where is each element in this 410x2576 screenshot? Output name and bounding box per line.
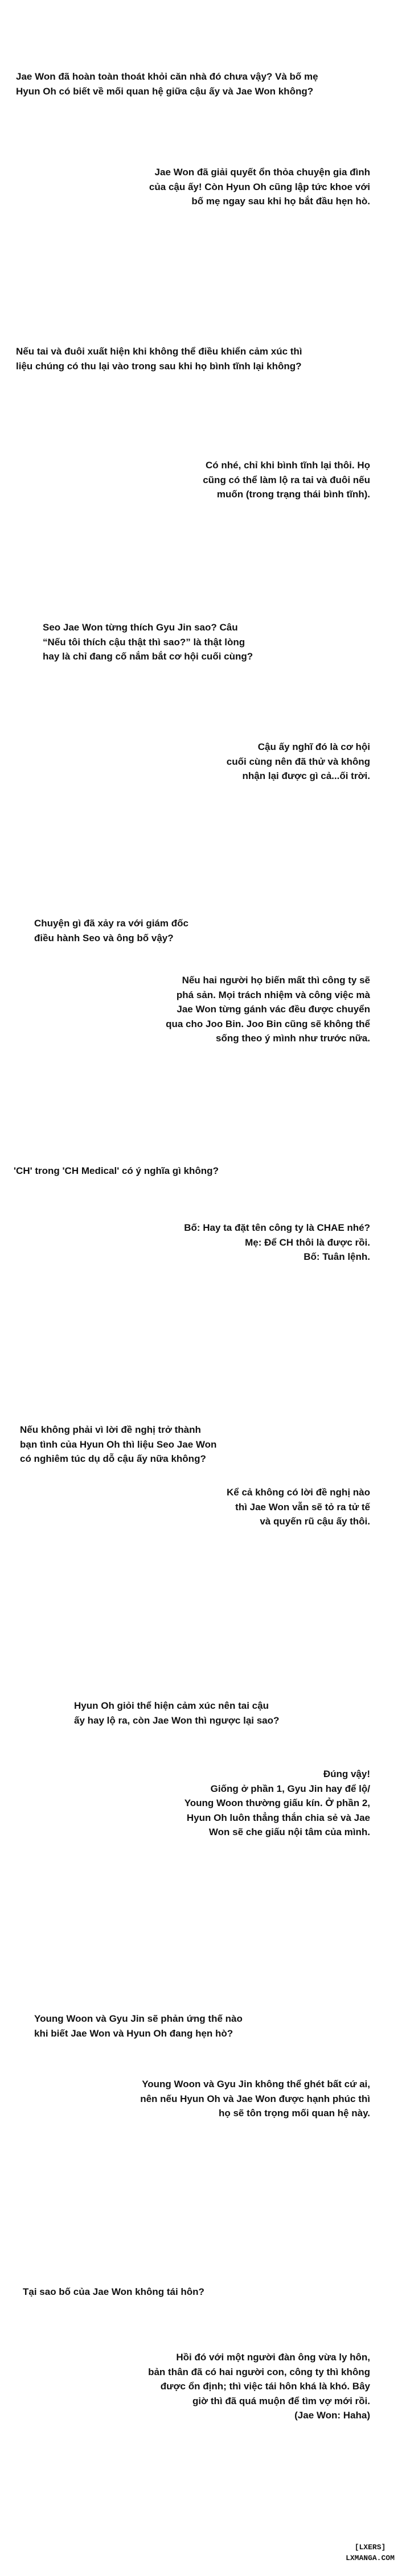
question-6: Nếu không phải vì lời đề nghị trở thành bạn tình của Hyun Oh thì liệu Seo Jae Won có nghiêm túc dụ dỗ cậu ấy nữa không?	[20, 1424, 217, 1464]
answer-7: Đúng vậy! Giống ở phần 1, Gyu Jin hay để lộ/ Young Woon thường giấu kín. Ở phần 2, Hyun Oh luôn thẳng thắn chia sẻ và Jae Won sẽ che giấu nội tâm của mình.	[184, 1769, 370, 1837]
question-3: Seo Jae Won từng thích Gyu Jin sao? Câu “Nếu tôi thích cậu thật thì sao?” là thật lòng hay là chỉ đang cố nắm bắt cơ hội cuối cùng?	[43, 622, 253, 662]
answer-5: Bố: Hay ta đặt tên công ty là CHAE nhé? Mẹ: Để CH thôi là được rồi. Bố: Tuân lệnh.	[184, 1222, 370, 1262]
question-4: Chuyện gì đã xảy ra với giám đốc điều hành Seo và ông bố vậy?	[34, 918, 188, 943]
question-5: 'CH' trong 'CH Medical' có ý nghĩa gì không?	[14, 1165, 219, 1176]
question-7: Hyun Oh giỏi thể hiện cảm xúc nên tai cậu ấy hay lộ ra, còn Jae Won thì ngược lại sao?	[74, 1700, 280, 1726]
answer-2: Có nhé, chỉ khi bình tĩnh lại thôi. Họ cũng có thể làm lộ ra tai và đuôi nếu muốn (trong trạng thái bình tĩnh).	[203, 460, 370, 500]
question-8: Young Woon và Gyu Jin sẽ phản ứng thế nào khi biết Jae Won và Hyun Oh đang hẹn hò?	[34, 2013, 243, 2039]
question-2: Nếu tai và đuôi xuất hiện khi không thể điều khiển cảm xúc thì liệu chúng có thu lại vào trong sau khi họ bình tĩnh lại không?	[16, 346, 302, 372]
answer-4: Nếu hai người họ biến mất thì công ty sẽ phá sản. Mọi trách nhiệm và công việc mà Jae Won từng gánh vác đều được chuyển qua cho Joo Bin. Joo Bin cũng sẽ không thể sống theo ý mình như trước nữa.	[166, 975, 370, 1044]
site-credit: [LXERS] LXMANGA.COM	[346, 2543, 395, 2562]
question-1: Jae Won đã hoàn toàn thoát khỏi căn nhà đó chưa vậy? Và bố mẹ Hyun Oh có biết về mối quan hệ giữa cậu ấy và Jae Won không?	[16, 71, 318, 97]
answer-9: Hồi đó với một người đàn ông vừa ly hôn, bản thân đã có hai người con, công ty thì không được ổn định; thì việc tái hôn khá là khó. Bây giờ thì đã quá muộn để tìm vợ mới rồi. (Jae Won: Haha)	[148, 2352, 370, 2421]
answer-3: Cậu ấy nghĩ đó là cơ hội cuối cùng nên đã thử và không nhận lại được gì cả...ối trời.	[226, 741, 370, 781]
answer-6: Kể cả không có lời đề nghị nào thì Jae Won vẫn sẽ tỏ ra tử tế và quyến rũ cậu ấy thôi.	[226, 1487, 370, 1527]
question-9: Tại sao bố của Jae Won không tái hôn?	[23, 2286, 204, 2297]
answer-1: Jae Won đã giải quyết ổn thỏa chuyện gia đình của cậu ấy! Còn Hyun Oh cũng lập tức khoe với bố mẹ ngay sau khi họ bắt đầu hẹn hò.	[149, 167, 370, 207]
answer-8: Young Woon và Gyu Jin không thể ghét bất cứ ai, nên nếu Hyun Oh và Jae Won được hạnh phúc thì họ sẽ tôn trọng mối quan hệ này.	[140, 2079, 370, 2118]
